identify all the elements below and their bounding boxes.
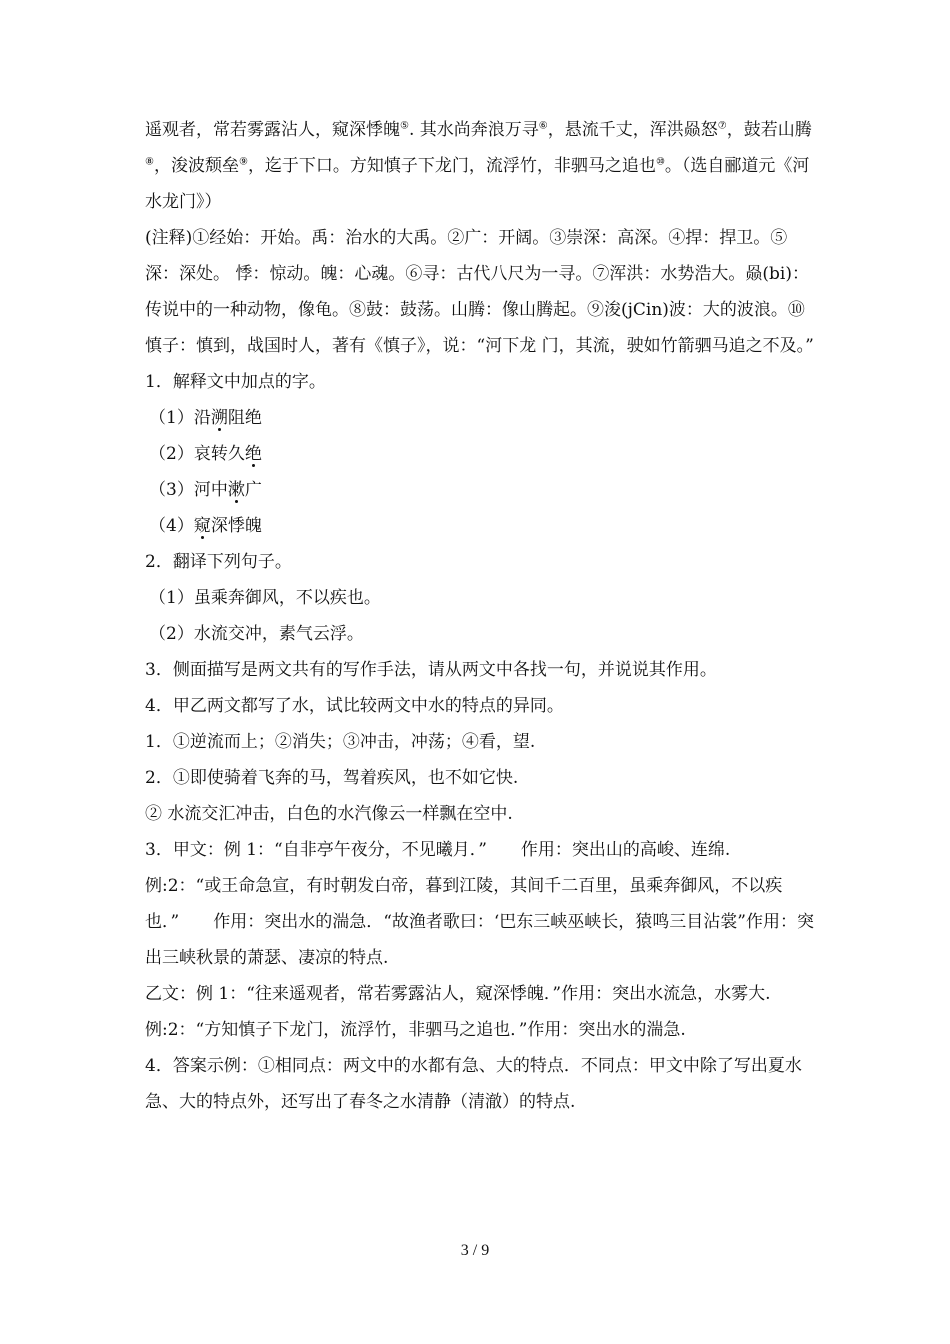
answer-1: 1．①逆流而上；②消失；③冲击，冲荡；④看，望.: [145, 732, 536, 752]
question-1-title: 1．解释文中加点的字。: [145, 372, 326, 392]
answer-3a: 3．甲文：例 1：“自非亭午夜分，不见曦月．” 作用：突出山的高峻、连绵.: [145, 840, 731, 860]
page-number: 3 / 9: [460, 1242, 490, 1259]
document-body: [145, 112, 815, 1120]
answer-3c: 乙文：例 1：“往来遥观者，常若雾露沾人，窥深悸魄．”作用：突出水流急，水雾大.: [145, 984, 771, 1004]
question-2-title: 2．翻译下列句子。: [145, 552, 292, 572]
answer-2a: 2．①即使骑着飞奔的马，驾着疾风，也不如它快.: [145, 768, 519, 788]
passage-paragraph: 遥观者，常若雾露沾人，窥深悸魄⑤. 其水尚奔浪万寻⑥，悬流千丈，浑洪赑怒⑦，鼓若山腾⑧，浚波颓垒⑨，迄于下口。方知慎子下龙门，流浮竹，非驷马之追也⑩。（选自郦道元《河水龙门》）: [145, 120, 812, 212]
question-2-item: （2）水流交冲，素气云浮。: [149, 624, 364, 644]
answer-2b: ② 水流交汇冲击，白色的水汽像云一样飘在空中.: [145, 804, 513, 824]
answer-4: 4．答案示例：①相同点：两文中的水都有急、大的特点．不同点：甲文中除了写出夏水急、大的特点外，还写出了春冬之水清静（清澈）的特点.: [145, 1056, 802, 1112]
question-1-item: （4）窥深悸魄: [149, 516, 262, 536]
question-1-item: （3）河中漱广: [149, 480, 262, 500]
annotation-notes: (注释)①经始：开始。禹：治水的大禹。②广：开阔。③崇深：高深。④捍：捍卫。⑤深：深处。 悸：惊动。魄：心魂。⑥寻：古代八尺为一寻。⑦浑洪：水势浩大。赑(bi)：传说中的一种动物，像龟。⑧鼓：鼓荡。山腾：像山腾起。⑨浚(jCin)波：大的波浪。⑩慎子：慎到，战国时人，著有《慎子》，说：“河下龙 门，其流，驶如竹箭驷马追之不及。”: [145, 228, 814, 356]
question-1-item: （1）沿溯阻绝: [149, 408, 262, 428]
question-1-item: （2）哀转久绝: [149, 444, 262, 464]
question-3: 3．侧面描写是两文共有的写作手法，请从两文中各找一句，并说说其作用。: [145, 660, 717, 680]
answer-3d: 例:2：“方知慎子下龙门，流浮竹，非驷马之追也．”作用：突出水的湍急.: [145, 1020, 686, 1040]
answer-3b: 例:2：“或王命急宣，有时朝发白帝，暮到江陵，其间千二百里，虽乘奔御风，不以疾也．” 作用：突出水的湍急．“故渔者歌曰：‘巴东三峡巫峡长，猿鸣三目沾裳”作用：突出三峡秋景的萧瑟、凄凉的特点.: [145, 876, 814, 968]
question-4: 4．甲乙两文都写了水，试比较两文中水的特点的异同。: [145, 696, 564, 716]
question-2-item: （1）虽乘奔御风，不以疾也。: [149, 588, 381, 608]
